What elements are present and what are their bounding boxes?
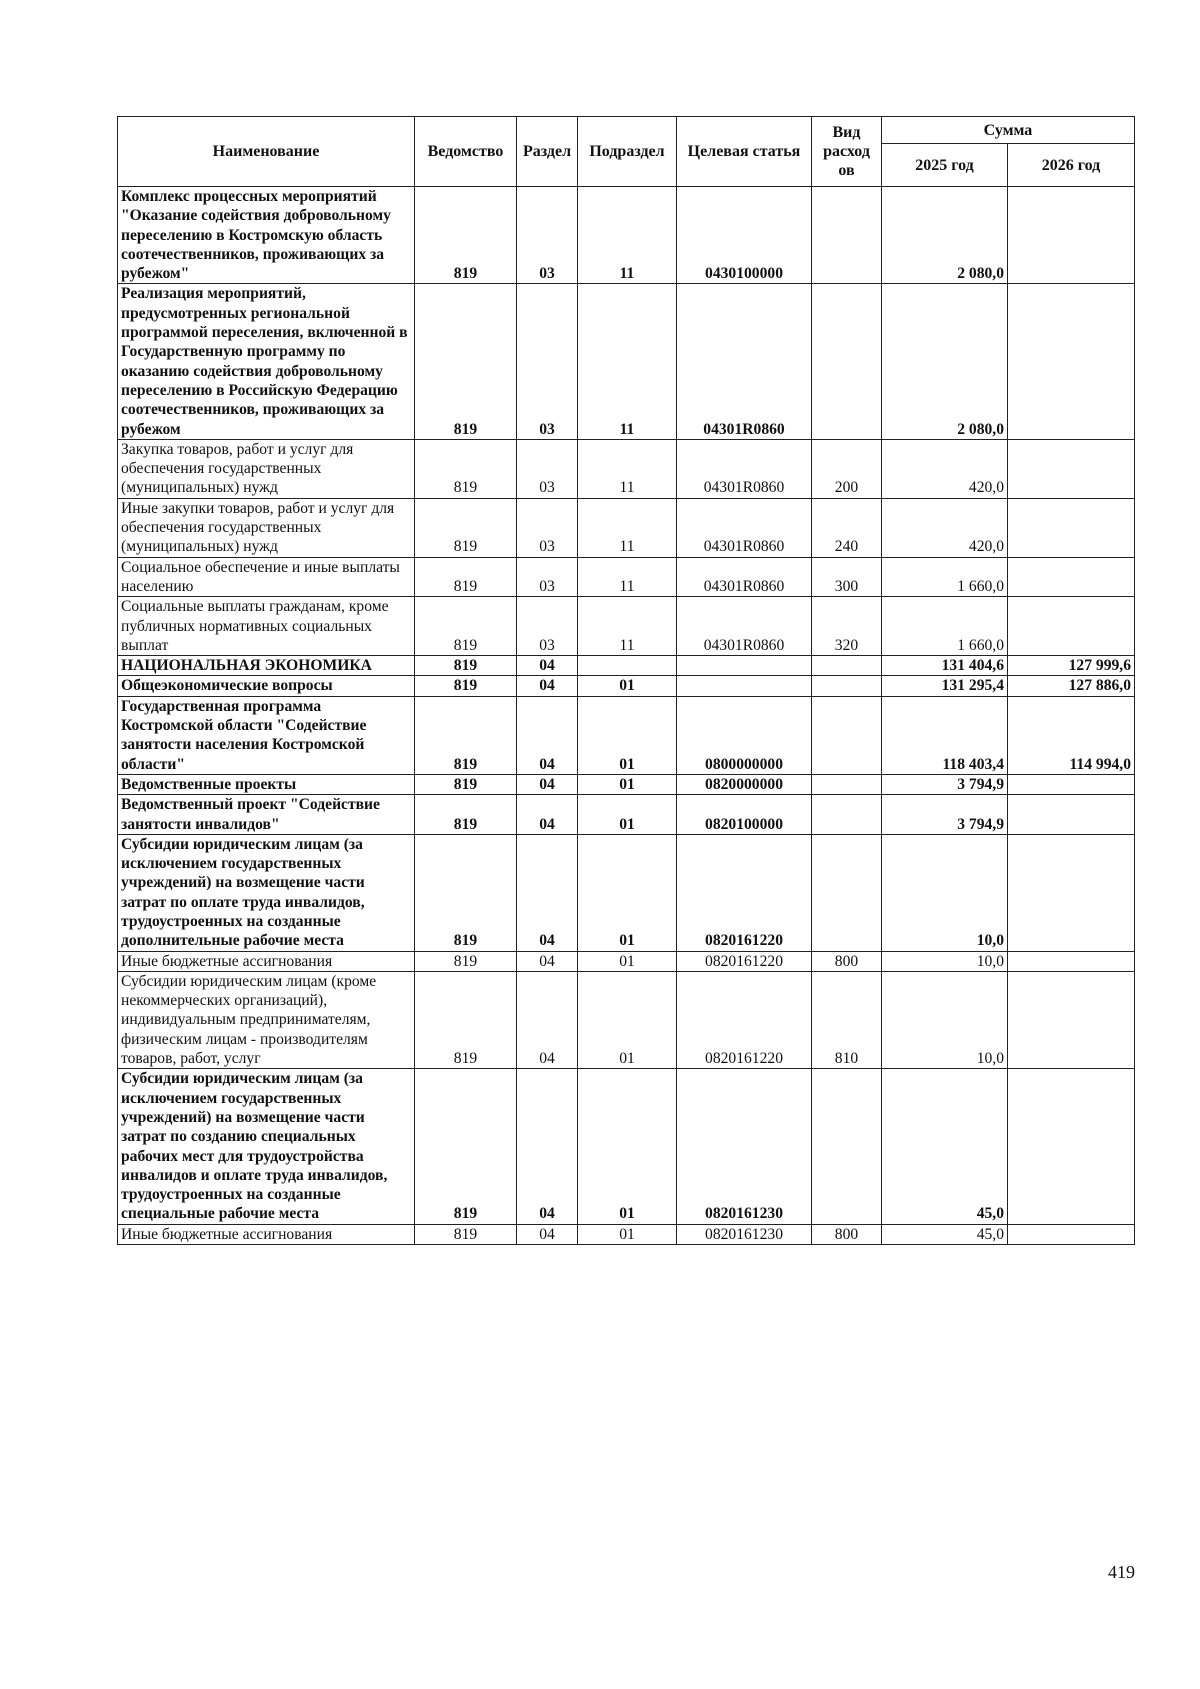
table-row	[118, 774, 1135, 794]
row-razdel: 04	[517, 696, 578, 774]
row-sum-2025: 131 404,6	[882, 656, 1008, 676]
row-podrazdel: 01	[578, 795, 677, 835]
row-sum-2025: 10,0	[882, 971, 1008, 1068]
row-name: Иные бюджетные ассигнования	[118, 1224, 415, 1244]
table-row	[118, 187, 1135, 284]
row-name: Государственная программа Костромской области "Содействие занятости населения Костромской области"	[118, 696, 415, 774]
row-vid: 800	[812, 951, 882, 971]
row-razdel: 04	[517, 1224, 578, 1244]
row-tselevaya: 0820161230	[677, 1224, 812, 1244]
row-vedomstvo: 819	[415, 187, 517, 284]
header-2026: 2026 год	[1008, 144, 1135, 187]
table-header	[118, 117, 1135, 187]
row-vid	[812, 696, 882, 774]
row-sum-2026	[1008, 971, 1135, 1068]
row-name: Общеэкономические вопросы	[118, 676, 415, 696]
row-podrazdel: 01	[578, 971, 677, 1068]
row-sum-2026	[1008, 1069, 1135, 1224]
table-row	[118, 284, 1135, 439]
row-podrazdel: 11	[578, 498, 677, 557]
row-podrazdel: 01	[578, 951, 677, 971]
row-vedomstvo: 819	[415, 834, 517, 951]
row-vedomstvo: 819	[415, 676, 517, 696]
row-tselevaya: 0820161230	[677, 1069, 812, 1224]
row-razdel: 04	[517, 1069, 578, 1224]
row-vid	[812, 834, 882, 951]
row-vedomstvo: 819	[415, 284, 517, 439]
row-sum-2025: 45,0	[882, 1224, 1008, 1244]
row-tselevaya: 0820161220	[677, 971, 812, 1068]
row-podrazdel: 01	[578, 1224, 677, 1244]
table-row	[118, 696, 1135, 774]
table-row	[118, 656, 1135, 676]
row-sum-2026	[1008, 557, 1135, 597]
row-name: Субсидии юридическим лицам (за исключением государственных учреждений) на возмещение части затрат по оплате труда инвалидов, трудоустроенных на созданные дополнительные рабочие места	[118, 834, 415, 951]
header-razdel: Раздел	[517, 117, 578, 187]
row-razdel: 04	[517, 774, 578, 794]
row-name: Иные бюджетные ассигнования	[118, 951, 415, 971]
row-vedomstvo: 819	[415, 795, 517, 835]
row-vid	[812, 1069, 882, 1224]
row-vid: 300	[812, 557, 882, 597]
table-row	[118, 1069, 1135, 1224]
header-name: Наименование	[118, 117, 415, 187]
row-podrazdel: 11	[578, 597, 677, 656]
row-vid	[812, 795, 882, 835]
row-vedomstvo: 819	[415, 774, 517, 794]
row-sum-2026	[1008, 1224, 1135, 1244]
row-sum-2026	[1008, 795, 1135, 835]
table-row	[118, 676, 1135, 696]
row-razdel: 03	[517, 557, 578, 597]
row-sum-2025: 118 403,4	[882, 696, 1008, 774]
row-vedomstvo: 819	[415, 557, 517, 597]
row-sum-2026	[1008, 439, 1135, 498]
row-name: Реализация мероприятий, предусмотренных региональной программой переселения, включенной в Государственную программу по оказанию содействия добровольному переселению в Российскую Федерацию соотечественников, проживающих за рубежом	[118, 284, 415, 439]
row-vid	[812, 656, 882, 676]
row-tselevaya: 0820100000	[677, 795, 812, 835]
row-vid	[812, 774, 882, 794]
row-vedomstvo: 819	[415, 951, 517, 971]
row-name: Субсидии юридическим лицам (за исключением государственных учреждений) на возмещение части затрат по созданию специальных рабочих мест для трудоустройства инвалидов и оплате труда инвалидов, трудоустроенных на созданные специальные рабочие места	[118, 1069, 415, 1224]
row-podrazdel	[578, 656, 677, 676]
row-tselevaya: 04301R0860	[677, 439, 812, 498]
header-tselevaya: Целевая статья	[677, 117, 812, 187]
header-2025: 2025 год	[882, 144, 1008, 187]
row-name: Социальное обеспечение и иные выплаты населению	[118, 557, 415, 597]
row-razdel: 03	[517, 187, 578, 284]
row-vid	[812, 187, 882, 284]
row-tselevaya: 0820161220	[677, 834, 812, 951]
row-sum-2026	[1008, 498, 1135, 557]
row-podrazdel: 01	[578, 696, 677, 774]
row-vedomstvo: 819	[415, 1069, 517, 1224]
row-vedomstvo: 819	[415, 597, 517, 656]
row-razdel: 04	[517, 795, 578, 835]
page-number: 419	[1108, 1562, 1135, 1582]
row-vedomstvo: 819	[415, 498, 517, 557]
row-vid	[812, 284, 882, 439]
row-sum-2025: 1 660,0	[882, 597, 1008, 656]
row-tselevaya: 0430100000	[677, 187, 812, 284]
row-vid: 200	[812, 439, 882, 498]
row-sum-2026	[1008, 284, 1135, 439]
row-tselevaya	[677, 676, 812, 696]
table-row	[118, 557, 1135, 597]
row-podrazdel: 11	[578, 284, 677, 439]
row-sum-2025: 2 080,0	[882, 284, 1008, 439]
table-row	[118, 498, 1135, 557]
row-name: Ведомственные проекты	[118, 774, 415, 794]
row-podrazdel: 01	[578, 774, 677, 794]
row-podrazdel: 01	[578, 676, 677, 696]
table-row	[118, 971, 1135, 1068]
row-razdel: 04	[517, 834, 578, 951]
row-sum-2026	[1008, 774, 1135, 794]
row-podrazdel: 11	[578, 557, 677, 597]
row-podrazdel: 11	[578, 187, 677, 284]
row-tselevaya: 04301R0860	[677, 498, 812, 557]
row-podrazdel: 01	[578, 1069, 677, 1224]
header-vid: Вид расход ов	[812, 117, 882, 187]
row-name: Иные закупки товаров, работ и услуг для обеспечения государственных (муниципальных) нужд	[118, 498, 415, 557]
row-sum-2026: 127 886,0	[1008, 676, 1135, 696]
row-tselevaya	[677, 656, 812, 676]
row-sum-2025: 10,0	[882, 951, 1008, 971]
row-sum-2026	[1008, 597, 1135, 656]
row-podrazdel: 01	[578, 834, 677, 951]
row-razdel: 04	[517, 971, 578, 1068]
row-tselevaya: 04301R0860	[677, 284, 812, 439]
table-body	[118, 187, 1135, 1245]
table-row	[118, 834, 1135, 951]
row-podrazdel: 11	[578, 439, 677, 498]
row-tselevaya: 0820161220	[677, 951, 812, 971]
row-name: Закупка товаров, работ и услуг для обеспечения государственных (муниципальных) нужд	[118, 439, 415, 498]
row-vid: 240	[812, 498, 882, 557]
header-podrazdel: Подраздел	[578, 117, 677, 187]
row-razdel: 04	[517, 951, 578, 971]
row-sum-2026: 114 994,0	[1008, 696, 1135, 774]
row-sum-2025: 420,0	[882, 439, 1008, 498]
row-vedomstvo: 819	[415, 971, 517, 1068]
row-sum-2025: 45,0	[882, 1069, 1008, 1224]
header-summa: Сумма	[882, 117, 1135, 144]
row-sum-2025: 3 794,9	[882, 795, 1008, 835]
row-sum-2025: 1 660,0	[882, 557, 1008, 597]
row-sum-2026	[1008, 187, 1135, 284]
row-razdel: 04	[517, 676, 578, 696]
row-razdel: 04	[517, 656, 578, 676]
table-row	[118, 951, 1135, 971]
row-sum-2026	[1008, 951, 1135, 971]
row-razdel: 03	[517, 284, 578, 439]
row-name: Комплекс процессных мероприятий "Оказание содействия добровольному переселению в Костромскую область соотечественников, проживающих за рубежом"	[118, 187, 415, 284]
table-row	[118, 439, 1135, 498]
header-vedomstvo: Ведомство	[415, 117, 517, 187]
row-razdel: 03	[517, 439, 578, 498]
row-sum-2025: 10,0	[882, 834, 1008, 951]
row-sum-2026: 127 999,6	[1008, 656, 1135, 676]
row-razdel: 03	[517, 498, 578, 557]
row-vid	[812, 676, 882, 696]
row-vid: 810	[812, 971, 882, 1068]
row-razdel: 03	[517, 597, 578, 656]
row-name: Ведомственный проект "Содействие занятости инвалидов"	[118, 795, 415, 835]
row-sum-2025: 2 080,0	[882, 187, 1008, 284]
row-tselevaya: 04301R0860	[677, 557, 812, 597]
budget-table	[117, 116, 1135, 1245]
row-vid: 800	[812, 1224, 882, 1244]
row-sum-2025: 3 794,9	[882, 774, 1008, 794]
row-vedomstvo: 819	[415, 696, 517, 774]
row-tselevaya: 0800000000	[677, 696, 812, 774]
table-row	[118, 597, 1135, 656]
row-name: НАЦИОНАЛЬНАЯ ЭКОНОМИКА	[118, 656, 415, 676]
row-sum-2025: 420,0	[882, 498, 1008, 557]
row-vid: 320	[812, 597, 882, 656]
row-name: Субсидии юридическим лицам (кроме некоммерческих организаций), индивидуальным предпринимателям, физическим лицам - производителям товаров, работ, услуг	[118, 971, 415, 1068]
table-row	[118, 1224, 1135, 1244]
row-vedomstvo: 819	[415, 1224, 517, 1244]
row-tselevaya: 04301R0860	[677, 597, 812, 656]
row-tselevaya: 0820000000	[677, 774, 812, 794]
table-row	[118, 795, 1135, 835]
row-name: Социальные выплаты гражданам, кроме публичных нормативных социальных выплат	[118, 597, 415, 656]
row-vedomstvo: 819	[415, 656, 517, 676]
row-sum-2025: 131 295,4	[882, 676, 1008, 696]
row-vedomstvo: 819	[415, 439, 517, 498]
row-sum-2026	[1008, 834, 1135, 951]
